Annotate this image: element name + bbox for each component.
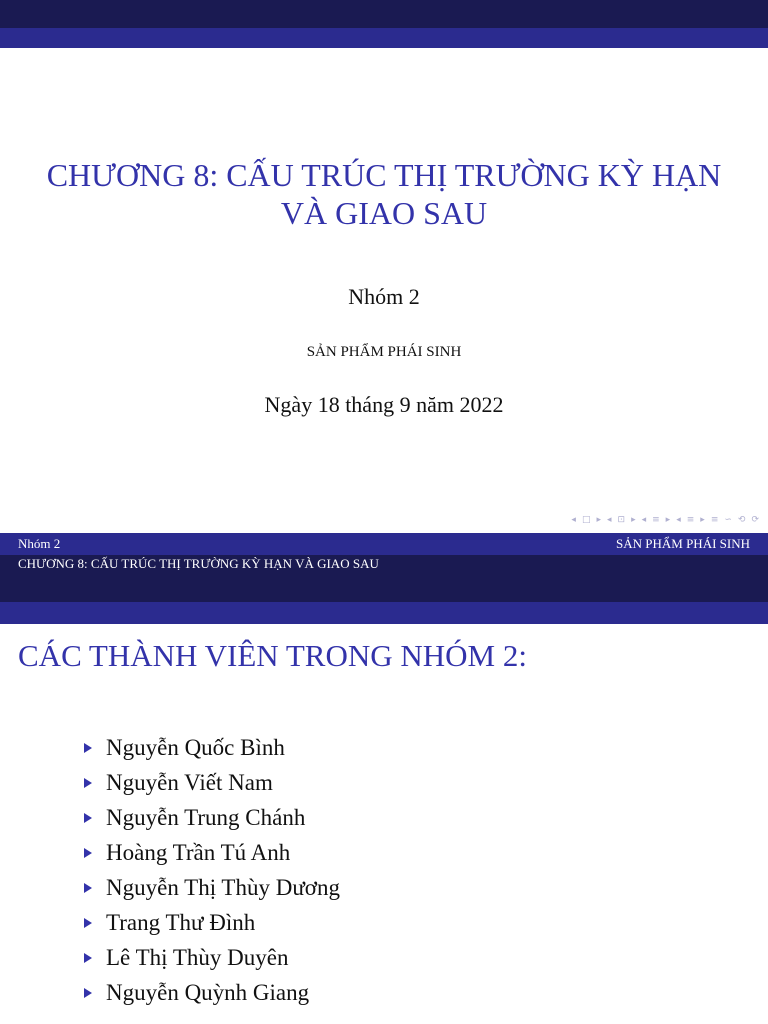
prev-frame-icon[interactable]: ◂ bbox=[606, 515, 612, 525]
date: Ngày 18 tháng 9 năm 2022 bbox=[264, 392, 504, 417]
triangle-bullet-icon bbox=[84, 883, 92, 893]
header-band-mid bbox=[0, 28, 768, 48]
list-item bbox=[84, 835, 340, 870]
next-section-icon[interactable]: ▸ bbox=[700, 515, 705, 525]
list-item bbox=[84, 975, 340, 1010]
beamer-navigation-bar bbox=[570, 512, 760, 528]
search-icon[interactable]: ∽ bbox=[724, 515, 732, 525]
members-slide bbox=[0, 580, 768, 1024]
triangle-bullet-icon bbox=[84, 918, 92, 928]
member-name: Lê Thị Thùy Duyên bbox=[106, 945, 289, 970]
presentation-title: CHƯƠNG 8: CẤU TRÚC THỊ TRƯỜNG KỲ HẠN VÀ GIAO SAU bbox=[46, 157, 722, 231]
footer-author: Nhóm 2 bbox=[18, 536, 61, 551]
member-name: Hoàng Trần Tú Anh bbox=[106, 840, 291, 865]
header-band-dark bbox=[0, 0, 768, 28]
author: Nhóm 2 bbox=[348, 284, 420, 309]
prev-slide-icon[interactable]: ◂ bbox=[571, 515, 576, 525]
triangle-bullet-icon bbox=[84, 743, 92, 753]
prev-subsection-icon[interactable]: ◂ bbox=[641, 515, 647, 525]
list-item bbox=[84, 730, 340, 765]
triangle-bullet-icon bbox=[84, 988, 92, 998]
list-item bbox=[84, 765, 340, 800]
header-band-mid bbox=[0, 602, 768, 624]
institute: SẢN PHẨM PHÁI SINH bbox=[306, 344, 462, 360]
frame-title: CÁC THÀNH VIÊN TRONG NHÓM 2: bbox=[18, 638, 527, 673]
footer-top-bar bbox=[0, 533, 768, 555]
next-slide-icon[interactable]: ▸ bbox=[596, 515, 601, 525]
member-name: Trang Thư Đình bbox=[106, 910, 256, 935]
footer-title: CHƯƠNG 8: CẤU TRÚC THỊ TRƯỜNG KỲ HẠN VÀ GIAO SAU bbox=[18, 556, 379, 571]
triangle-bullet-icon bbox=[84, 953, 92, 963]
member-name: Nguyễn Trung Chánh bbox=[106, 805, 306, 830]
triangle-bullet-icon bbox=[84, 848, 92, 858]
section-icon[interactable]: ≡ bbox=[686, 515, 695, 525]
triangle-bullet-icon bbox=[84, 813, 92, 823]
header-band-dark bbox=[0, 580, 768, 602]
forward-icon[interactable]: ⟳ bbox=[751, 515, 759, 525]
back-icon[interactable]: ⟲ bbox=[737, 515, 746, 525]
member-list bbox=[84, 730, 340, 1010]
list-item bbox=[84, 905, 340, 940]
slide-icon[interactable]: □ bbox=[581, 515, 591, 525]
footer-bottom-bar bbox=[0, 555, 768, 580]
document-icon[interactable]: ≡ bbox=[710, 515, 719, 525]
triangle-bullet-icon bbox=[84, 778, 92, 788]
prev-section-icon[interactable]: ◂ bbox=[676, 515, 681, 525]
member-name: Nguyễn Thị Thùy Dương bbox=[106, 875, 340, 900]
list-item bbox=[84, 800, 340, 835]
subsection-icon[interactable]: ≡ bbox=[652, 515, 660, 525]
member-name: Nguyễn Quỳnh Giang bbox=[106, 980, 310, 1005]
next-frame-icon[interactable]: ▸ bbox=[631, 515, 636, 525]
next-subsection-icon[interactable]: ▸ bbox=[665, 515, 671, 525]
member-name: Nguyễn Quốc Bình bbox=[106, 735, 285, 760]
frame-icon[interactable]: ⊡ bbox=[617, 515, 626, 525]
list-item bbox=[84, 870, 340, 905]
footer-institute: SẢN PHẨM PHÁI SINH bbox=[616, 536, 750, 551]
member-name: Nguyễn Viết Nam bbox=[106, 770, 273, 795]
list-item bbox=[84, 940, 340, 975]
